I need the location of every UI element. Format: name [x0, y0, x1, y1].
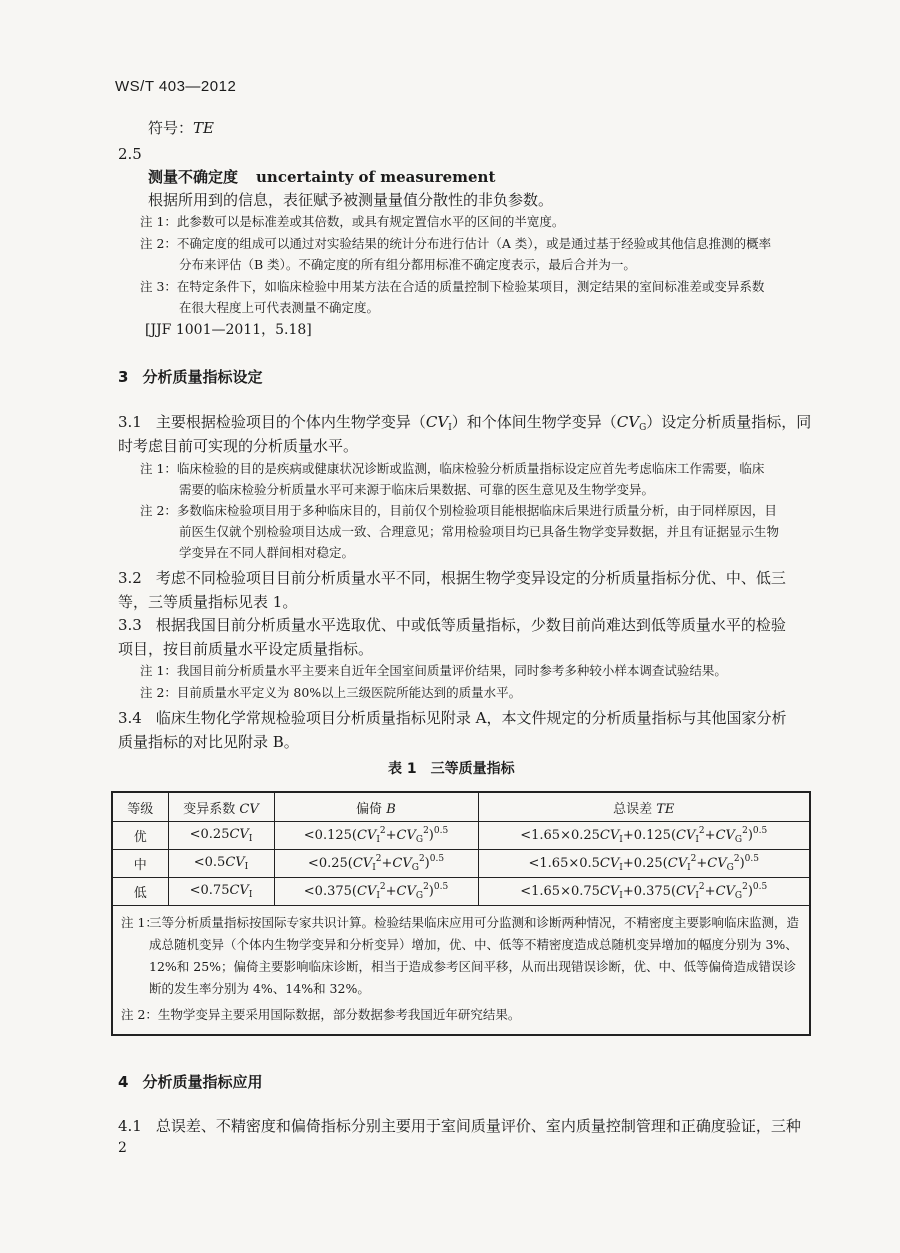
- bias-cell: $<0.25(CV_I^2+CV_G^2)^{0.5}$: [274, 850, 478, 878]
- note-2-5-1: 注 1：此参数可以是标准差或其倍数，或具有规定置信水平的区间的半宽度。: [140, 214, 565, 229]
- table-footnote-row: [112, 906, 810, 1036]
- grade-cell: 中: [112, 850, 168, 878]
- header-total-error: 总误差 TE: [478, 792, 810, 822]
- header-grade: 等级: [112, 792, 168, 822]
- table-note-2: 注 2：生物学变异主要采用国际数据，部分数据参考我国近年研究结果。: [121, 1007, 521, 1022]
- note-2-5-2a: 注 2：不确定度的组成可以通过对实验结果的统计分布进行估计（A 类），或是通过基于经验或其他信息推测的概率: [140, 236, 772, 251]
- table-row: [112, 822, 810, 850]
- clause-4-1-line1: 4.1 总误差、不精密度和偏倚指标分别主要用于室间质量评价、室内质量控制管理和正确度验证，三种: [118, 1117, 801, 1135]
- page-number: 2: [118, 1140, 127, 1156]
- cv-cell: $<0.75CV_I$: [168, 878, 274, 906]
- document-header: WS/T 403—2012: [115, 78, 237, 95]
- grade-cell: 低: [112, 878, 168, 906]
- note-3-1-1a: 注 1：临床检验的目的是疾病或健康状况诊断或监测，临床检验分析质量指标设定应首先考虑临床工作需要，临床: [140, 461, 765, 476]
- note-3-1-2b: 前医生仅就个别检验项目达成一致、合理意见；常用检验项目均已具备生物学变异数据，并且有证据显示生物: [179, 524, 780, 539]
- note-3-1-2a: 注 2：多数临床检验项目用于多种临床目的，目前仅个别检验项目能根据临床后果进行质量分析，由于同样原因，目: [140, 503, 777, 518]
- note-3-1-2c: 学变异在不同人群间相对稳定。: [179, 545, 355, 560]
- table-caption: 表 1 三等质量指标: [388, 761, 515, 777]
- section-3-heading: 3 分析质量指标设定: [118, 368, 263, 386]
- clause-3-4-line2: 质量指标的对比见附录 B。: [118, 733, 299, 751]
- clause-3-4-line1: 3.4 临床生物化学常规检验项目分析质量指标见附录 A，本文件规定的分析质量指标与其他国家分析: [118, 709, 787, 727]
- table-footnotes: [112, 906, 810, 1036]
- note-2-5-2b: 分布来评估（B 类）。不确定度的所有组分都用标准不确定度表示，最后合并为一。: [179, 257, 636, 272]
- bias-cell: $<0.375(CV_I^2+CV_G^2)^{0.5}$: [274, 878, 478, 906]
- note-3-3-2: 注 2：目前质量水平定义为 80%以上三级医院所能达到的质量水平。: [140, 685, 522, 700]
- clause-3-1-line1: 3.1 主要根据检验项目的个体内生物学变异$(CV_I)$和个体间生物学变异$(CV_G)$设定分析质量指标，同: [118, 413, 812, 433]
- section-4-heading: 4 分析质量指标应用: [118, 1073, 263, 1091]
- note-3-1-1b: 需要的临床检验分析质量水平可来源于临床后果数据、可靠的医生意见及生物学变异。: [179, 482, 655, 497]
- clause-3-3-line1: 3.3 根据我国目前分析质量水平选取优、中或低等质量指标，少数目前尚难达到低等质量水平的检验: [118, 616, 786, 634]
- table-row: [112, 850, 810, 878]
- cv-cell: $<0.5CV_I$: [168, 850, 274, 878]
- note-2-5-3a: 注 3：在特定条件下，如临床检验中用某方法在合适的质量控制下检验某项目，测定结果的室间标准差或变异系数: [140, 279, 765, 294]
- header-bias: 偏倚 B: [274, 792, 478, 822]
- note-2-5-3b: 在很大程度上可代表测量不确定度。: [179, 300, 380, 315]
- bias-cell: $<0.125(CV_I^2+CV_G^2)^{0.5}$: [274, 822, 478, 850]
- table-note-1: 注 1： 三等分析质量指标按国际专家共识计算。检验结果临床应用可分监测和诊断两种情况，不精密度主要影响临床监测，造成总随机变异（个体内生物学变异和分析变异）增加，优、中、低等不精密度造成总随机变异增加的幅度分别为 3%、12%和 25%；偏倚主要影响临床诊断，相当于造成参考区间平移，从而出现错误诊断，优、中、低等偏倚造成错误诊断的发生率分别为 4%、14%和 32%。: [121, 915, 800, 996]
- clause-2-5-number: 2.5: [118, 145, 142, 163]
- note-3-3-1: 注 1：我国目前分析质量水平主要来自近年全国室间质量评价结果，同时参考多种较小样本调查试验结果。: [140, 663, 727, 678]
- table-header-row: [112, 792, 810, 822]
- term-definition: 根据所用到的信息，表征赋予被测量量值分散性的非负参数。: [148, 191, 554, 209]
- clause-3-3-line2: 项目，按目前质量水平设定质量指标。: [118, 640, 374, 658]
- table-row: [112, 878, 810, 906]
- te-cell: $<1.65\times 0.5CV_I+0.25(CV_I^2+CV_G^2)^{0.5}$: [478, 850, 810, 878]
- symbol-line: 符号：TE: [148, 119, 214, 137]
- clause-3-2-line1: 3.2 考虑不同检验项目目前分析质量水平不同，根据生物学变异设定的分析质量指标分优、中、低三: [118, 569, 786, 587]
- clause-3-1-line2: 时考虑目前可实现的分析质量水平。: [118, 437, 359, 455]
- cv-cell: $<0.25CV_I$: [168, 822, 274, 850]
- clause-3-2-line2: 等，三等质量指标见表 1。: [118, 593, 298, 611]
- te-cell: $<1.65\times 0.25CV_I+0.125(CV_I^2+CV_G^2)^{0.5}$: [478, 822, 810, 850]
- grade-cell: 优: [112, 822, 168, 850]
- reference-citation: [JJF 1001—2011，5.18]: [145, 322, 312, 338]
- term-heading: 测量不确定度 uncertainty of measurement: [148, 168, 496, 186]
- te-cell: $<1.65\times 0.75CV_I+0.375(CV_I^2+CV_G^2)^{0.5}$: [478, 878, 810, 906]
- quality-spec-table: [111, 791, 811, 1036]
- header-cv: 变异系数 CV: [168, 792, 274, 822]
